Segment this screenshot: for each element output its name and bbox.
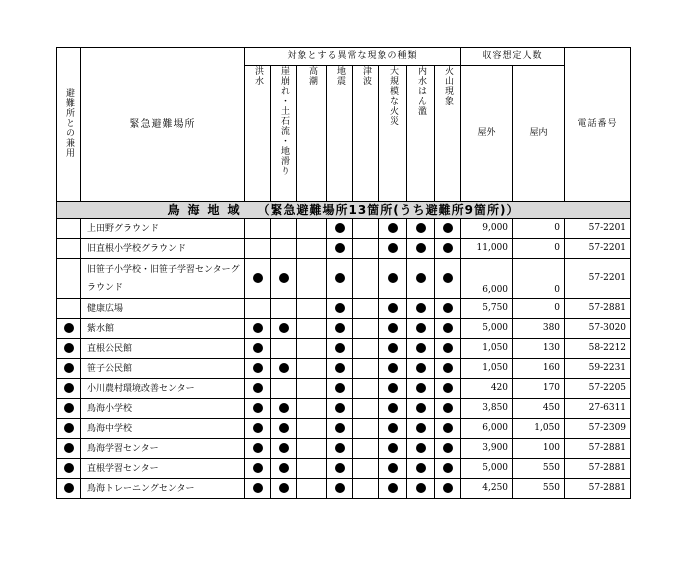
- outdoor-capacity: 4,250: [461, 479, 513, 499]
- applicable-mark: [335, 223, 345, 233]
- outdoor-capacity: 3,900: [461, 439, 513, 459]
- applicable-mark: [279, 463, 289, 473]
- applicable-mark: [388, 483, 398, 493]
- hazard-cell-5: [379, 319, 407, 339]
- applicable-mark: [64, 403, 74, 413]
- applicable-mark: [416, 223, 426, 233]
- applicable-mark: [388, 463, 398, 473]
- hazard-cell-6: [407, 359, 435, 379]
- applicable-mark: [388, 363, 398, 373]
- hazard-cell-3: [327, 379, 353, 399]
- table-header: [57, 48, 631, 202]
- applicable-mark: [279, 363, 289, 373]
- hazard-cell-2: [297, 439, 327, 459]
- hazard-cell-5: [379, 399, 407, 419]
- table-row: [57, 259, 631, 299]
- hazard-cell-5: [379, 239, 407, 259]
- applicable-mark: [416, 273, 426, 283]
- dual-use-cell: [57, 299, 81, 319]
- hazard-cell-4: [353, 359, 379, 379]
- applicable-mark: [443, 243, 453, 253]
- hazard-header-7: 火山現象: [435, 66, 461, 202]
- outdoor-capacity: 9,000: [461, 219, 513, 239]
- applicable-mark: [64, 383, 74, 393]
- indoor-capacity: 130: [513, 339, 565, 359]
- applicable-mark: [335, 323, 345, 333]
- hazard-header-5: 大規模な火災: [379, 66, 407, 202]
- indoor-capacity: 1,050: [513, 419, 565, 439]
- outdoor-capacity: 1,050: [461, 339, 513, 359]
- applicable-mark: [335, 383, 345, 393]
- hazard-cell-6: [407, 239, 435, 259]
- hazard-cell-4: [353, 319, 379, 339]
- hazard-cell-3: [327, 299, 353, 319]
- hazard-cell-7: [435, 399, 461, 419]
- applicable-mark: [388, 243, 398, 253]
- applicable-mark: [64, 463, 74, 473]
- applicable-mark: [416, 423, 426, 433]
- applicable-mark: [335, 443, 345, 453]
- hazard-cell-5: [379, 419, 407, 439]
- hazard-cell-3: [327, 259, 353, 299]
- hazard-cell-2: [297, 359, 327, 379]
- applicable-mark: [253, 363, 263, 373]
- applicable-mark: [279, 483, 289, 493]
- hazard-cell-0: [245, 439, 271, 459]
- indoor-capacity: 450: [513, 399, 565, 419]
- applicable-mark: [253, 443, 263, 453]
- dual-use-cell: [57, 259, 81, 299]
- outdoor-capacity: 420: [461, 379, 513, 399]
- applicable-mark: [443, 223, 453, 233]
- hazard-cell-0: [245, 299, 271, 319]
- applicable-mark: [253, 403, 263, 413]
- applicable-mark: [335, 423, 345, 433]
- hazard-cell-4: [353, 439, 379, 459]
- applicable-mark: [64, 443, 74, 453]
- region-note: （緊急避難場所13箇所(うち避難所9箇所)）: [257, 203, 520, 217]
- outdoor-capacity: 6,000: [461, 259, 513, 299]
- applicable-mark: [64, 363, 74, 373]
- phone-header: 電話番号: [565, 48, 631, 202]
- hazard-cell-6: [407, 479, 435, 499]
- applicable-mark: [335, 403, 345, 413]
- indoor-capacity: 0: [513, 219, 565, 239]
- table-row: [57, 319, 631, 339]
- site-name: 旧笹子小学校・旧笹子学習センターグラウンド: [81, 259, 245, 299]
- hazard-cell-4: [353, 299, 379, 319]
- applicable-mark: [388, 303, 398, 313]
- applicable-mark: [416, 463, 426, 473]
- hazard-cell-3: [327, 239, 353, 259]
- phone-number: 57-2881: [565, 459, 631, 479]
- hazard-cell-1: [271, 379, 297, 399]
- region-row: [57, 202, 631, 219]
- hazard-cell-4: [353, 459, 379, 479]
- hazard-cell-6: [407, 299, 435, 319]
- evacuation-site-table: [56, 47, 631, 499]
- dual-use-cell: [57, 399, 81, 419]
- hazard-cell-1: [271, 439, 297, 459]
- phone-number: 57-2309: [565, 419, 631, 439]
- phone-number: 57-2881: [565, 439, 631, 459]
- hazard-cell-6: [407, 219, 435, 239]
- table-row: [57, 299, 631, 319]
- site-name: 上田野グラウンド: [81, 219, 245, 239]
- applicable-mark: [443, 273, 453, 283]
- hazard-cell-0: [245, 319, 271, 339]
- hazard-cell-3: [327, 459, 353, 479]
- hazard-cell-3: [327, 399, 353, 419]
- applicable-mark: [388, 343, 398, 353]
- hazard-cell-2: [297, 399, 327, 419]
- site-name-header: 緊急避難場所: [81, 48, 245, 202]
- hazard-cell-4: [353, 219, 379, 239]
- hazard-cell-4: [353, 399, 379, 419]
- hazard-cell-7: [435, 219, 461, 239]
- applicable-mark: [253, 383, 263, 393]
- applicable-mark: [443, 363, 453, 373]
- dual-use-cell: [57, 479, 81, 499]
- hazard-cell-1: [271, 459, 297, 479]
- hazard-cell-7: [435, 479, 461, 499]
- hazard-cell-6: [407, 259, 435, 299]
- applicable-mark: [388, 323, 398, 333]
- dual-use-cell: [57, 439, 81, 459]
- dual-use-cell: [57, 359, 81, 379]
- hazard-cell-4: [353, 239, 379, 259]
- site-name: 鳥海トレーニングセンター: [81, 479, 245, 499]
- hazard-header-4: 津波: [353, 66, 379, 202]
- hazard-cell-2: [297, 239, 327, 259]
- hazard-cell-5: [379, 379, 407, 399]
- hazard-cell-5: [379, 259, 407, 299]
- hazard-cell-1: [271, 259, 297, 299]
- applicable-mark: [279, 423, 289, 433]
- applicable-mark: [443, 383, 453, 393]
- outdoor-capacity: 1,050: [461, 359, 513, 379]
- dual-use-cell: [57, 219, 81, 239]
- indoor-capacity: 550: [513, 459, 565, 479]
- applicable-mark: [335, 303, 345, 313]
- applicable-mark: [64, 483, 74, 493]
- phone-number: 57-3020: [565, 319, 631, 339]
- hazard-cell-4: [353, 479, 379, 499]
- site-name: 笹子公民館: [81, 359, 245, 379]
- region-heading: [57, 202, 631, 219]
- indoor-capacity: 170: [513, 379, 565, 399]
- hazard-cell-7: [435, 359, 461, 379]
- hazard-cell-5: [379, 359, 407, 379]
- indoor-capacity: 100: [513, 439, 565, 459]
- applicable-mark: [279, 443, 289, 453]
- applicable-mark: [64, 343, 74, 353]
- table-row: [57, 459, 631, 479]
- applicable-mark: [253, 463, 263, 473]
- dual-use-cell: [57, 459, 81, 479]
- hazard-cell-1: [271, 319, 297, 339]
- hazard-cell-2: [297, 319, 327, 339]
- applicable-mark: [335, 343, 345, 353]
- applicable-mark: [416, 323, 426, 333]
- hazard-cell-6: [407, 319, 435, 339]
- applicable-mark: [253, 483, 263, 493]
- hazard-cell-7: [435, 319, 461, 339]
- applicable-mark: [64, 323, 74, 333]
- hazard-cell-7: [435, 299, 461, 319]
- site-name: 旧直根小学校グラウンド: [81, 239, 245, 259]
- outdoor-capacity: 5,000: [461, 319, 513, 339]
- dual-use-header: 避難所との兼用: [57, 48, 81, 202]
- outdoor-capacity: 5,750: [461, 299, 513, 319]
- table-row: [57, 359, 631, 379]
- applicable-mark: [443, 483, 453, 493]
- applicable-mark: [388, 223, 398, 233]
- hazard-cell-5: [379, 339, 407, 359]
- hazard-cell-6: [407, 419, 435, 439]
- hazard-cell-2: [297, 299, 327, 319]
- hazard-cell-2: [297, 259, 327, 299]
- indoor-header: 屋内: [513, 66, 565, 202]
- hazard-cell-0: [245, 379, 271, 399]
- hazard-header-2: 高潮: [297, 66, 327, 202]
- applicable-mark: [443, 443, 453, 453]
- dual-use-cell: [57, 419, 81, 439]
- table-row: [57, 339, 631, 359]
- applicable-mark: [335, 463, 345, 473]
- indoor-capacity: 160: [513, 359, 565, 379]
- hazard-cell-5: [379, 299, 407, 319]
- phone-number: 57-2881: [565, 479, 631, 499]
- applicable-mark: [416, 403, 426, 413]
- applicable-mark: [253, 323, 263, 333]
- dual-use-cell: [57, 379, 81, 399]
- hazard-header-1: 崖崩れ・土石流・地滑り: [271, 66, 297, 202]
- hazard-header-3: 地震: [327, 66, 353, 202]
- hazard-cell-7: [435, 439, 461, 459]
- applicable-mark: [253, 273, 263, 283]
- site-name: 小川農村環境改善センター: [81, 379, 245, 399]
- hazard-cell-3: [327, 339, 353, 359]
- dual-use-cell: [57, 239, 81, 259]
- site-name: 健康広場: [81, 299, 245, 319]
- applicable-mark: [335, 243, 345, 253]
- hazard-cell-3: [327, 479, 353, 499]
- hazard-cell-7: [435, 239, 461, 259]
- applicable-mark: [416, 443, 426, 453]
- applicable-mark: [443, 343, 453, 353]
- applicable-mark: [388, 273, 398, 283]
- hazard-cell-2: [297, 339, 327, 359]
- applicable-mark: [64, 423, 74, 433]
- hazard-cell-4: [353, 259, 379, 299]
- applicable-mark: [279, 273, 289, 283]
- table-row: [57, 399, 631, 419]
- phone-number: 58-2212: [565, 339, 631, 359]
- applicable-mark: [279, 403, 289, 413]
- hazard-cell-6: [407, 439, 435, 459]
- site-name: 紫水館: [81, 319, 245, 339]
- outdoor-capacity: 6,000: [461, 419, 513, 439]
- hazard-cell-4: [353, 379, 379, 399]
- applicable-mark: [335, 363, 345, 373]
- hazard-cell-1: [271, 299, 297, 319]
- table-row: [57, 379, 631, 399]
- hazard-cell-7: [435, 259, 461, 299]
- applicable-mark: [443, 403, 453, 413]
- dual-use-cell: [57, 339, 81, 359]
- table-row: [57, 419, 631, 439]
- hazard-cell-2: [297, 219, 327, 239]
- hazard-cell-3: [327, 219, 353, 239]
- applicable-mark: [416, 363, 426, 373]
- hazard-cell-1: [271, 359, 297, 379]
- hazard-cell-1: [271, 239, 297, 259]
- site-name: 鳥海中学校: [81, 419, 245, 439]
- applicable-mark: [416, 343, 426, 353]
- hazard-cell-1: [271, 419, 297, 439]
- table-row: [57, 439, 631, 459]
- hazard-cell-5: [379, 439, 407, 459]
- table-body: [57, 202, 631, 499]
- applicable-mark: [416, 243, 426, 253]
- phone-number: 57-2881: [565, 299, 631, 319]
- hazard-cell-1: [271, 219, 297, 239]
- indoor-capacity: 0: [513, 259, 565, 299]
- applicable-mark: [388, 443, 398, 453]
- hazard-cell-6: [407, 339, 435, 359]
- applicable-mark: [443, 323, 453, 333]
- hazard-cell-0: [245, 359, 271, 379]
- hazard-cell-0: [245, 219, 271, 239]
- table-row: [57, 239, 631, 259]
- hazard-cell-0: [245, 399, 271, 419]
- table-row: [57, 219, 631, 239]
- hazard-header-6: 内水はん濫: [407, 66, 435, 202]
- applicable-mark: [253, 423, 263, 433]
- hazard-cell-7: [435, 419, 461, 439]
- hazard-cell-3: [327, 359, 353, 379]
- hazard-group-header: 対象とする異常な現象の種類: [245, 48, 461, 66]
- phone-number: 57-2201: [565, 239, 631, 259]
- hazard-cell-1: [271, 339, 297, 359]
- hazard-cell-0: [245, 259, 271, 299]
- hazard-cell-0: [245, 419, 271, 439]
- dual-use-cell: [57, 319, 81, 339]
- hazard-cell-6: [407, 379, 435, 399]
- site-name: 直根公民館: [81, 339, 245, 359]
- hazard-cell-0: [245, 339, 271, 359]
- hazard-cell-0: [245, 459, 271, 479]
- indoor-capacity: 550: [513, 479, 565, 499]
- phone-number: 59-2231: [565, 359, 631, 379]
- site-name: 鳥海小学校: [81, 399, 245, 419]
- phone-number: 27-6311: [565, 399, 631, 419]
- applicable-mark: [279, 323, 289, 333]
- applicable-mark: [416, 483, 426, 493]
- phone-number: 57-2201: [565, 259, 631, 299]
- site-name: 鳥海学習センター: [81, 439, 245, 459]
- outdoor-capacity: 3,850: [461, 399, 513, 419]
- hazard-cell-4: [353, 419, 379, 439]
- hazard-cell-1: [271, 479, 297, 499]
- applicable-mark: [416, 383, 426, 393]
- hazard-cell-6: [407, 459, 435, 479]
- applicable-mark: [335, 273, 345, 283]
- hazard-cell-5: [379, 459, 407, 479]
- indoor-capacity: 0: [513, 239, 565, 259]
- hazard-cell-2: [297, 479, 327, 499]
- hazard-cell-0: [245, 479, 271, 499]
- hazard-cell-6: [407, 399, 435, 419]
- hazard-cell-2: [297, 459, 327, 479]
- hazard-cell-5: [379, 479, 407, 499]
- hazard-header-0: 洪水: [245, 66, 271, 202]
- outdoor-capacity: 5,000: [461, 459, 513, 479]
- hazard-cell-3: [327, 419, 353, 439]
- applicable-mark: [416, 303, 426, 313]
- table-row: [57, 479, 631, 499]
- outdoor-header: 屋外: [461, 66, 513, 202]
- region-name: 鳥海地域: [167, 203, 248, 217]
- applicable-mark: [253, 343, 263, 353]
- applicable-mark: [388, 383, 398, 393]
- hazard-cell-5: [379, 219, 407, 239]
- applicable-mark: [443, 423, 453, 433]
- applicable-mark: [335, 483, 345, 493]
- capacity-group-header: 収容想定人数: [461, 48, 565, 66]
- hazard-cell-2: [297, 379, 327, 399]
- applicable-mark: [443, 303, 453, 313]
- phone-number: 57-2201: [565, 219, 631, 239]
- hazard-cell-4: [353, 339, 379, 359]
- hazard-cell-7: [435, 379, 461, 399]
- applicable-mark: [443, 463, 453, 473]
- hazard-cell-3: [327, 319, 353, 339]
- outdoor-capacity: 11,000: [461, 239, 513, 259]
- applicable-mark: [388, 423, 398, 433]
- hazard-cell-3: [327, 439, 353, 459]
- hazard-cell-2: [297, 419, 327, 439]
- applicable-mark: [388, 403, 398, 413]
- hazard-cell-7: [435, 339, 461, 359]
- hazard-cell-7: [435, 459, 461, 479]
- hazard-cell-0: [245, 239, 271, 259]
- phone-number: 57-2205: [565, 379, 631, 399]
- indoor-capacity: 380: [513, 319, 565, 339]
- site-name: 直根学習センター: [81, 459, 245, 479]
- hazard-cell-1: [271, 399, 297, 419]
- indoor-capacity: 0: [513, 299, 565, 319]
